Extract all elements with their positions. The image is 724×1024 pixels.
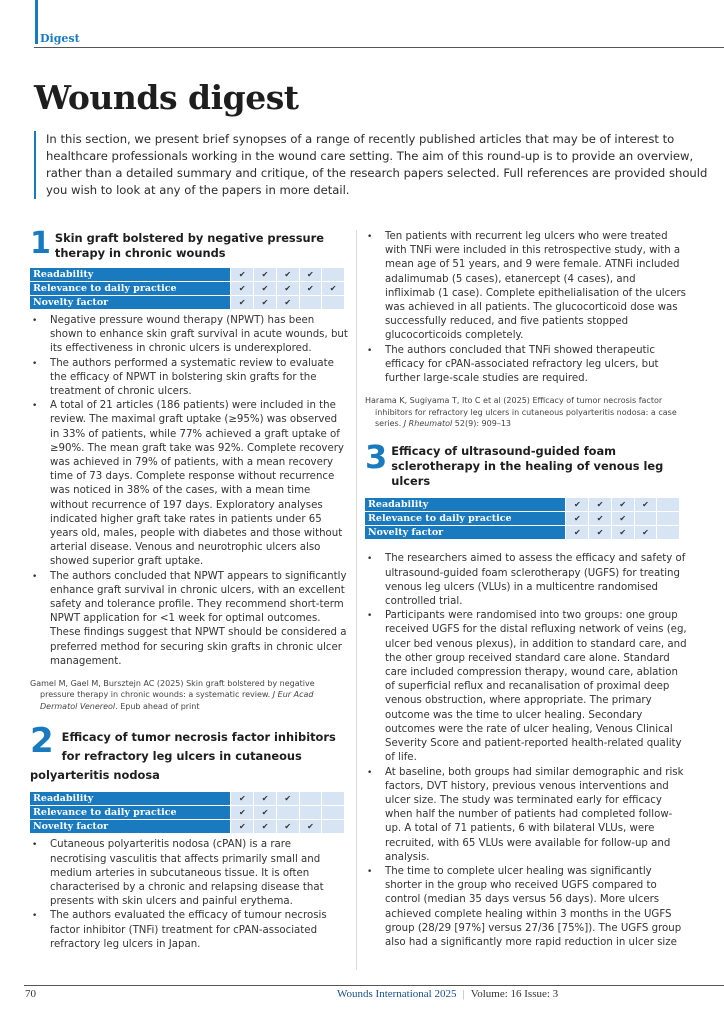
rating-label: Novelty factor xyxy=(365,526,565,539)
rating-label: Readability xyxy=(30,792,230,805)
check-icon: ✔ xyxy=(231,792,253,805)
reference-authors: Harama K, Sugiyama T, Ito C et al (2025) Efficacy of tumor necrosis factor inhibitors for refractory leg ulcers in cutaneous polyarteritis nodosa: a case series. xyxy=(365,396,677,429)
check-icon: ✔ xyxy=(300,282,322,295)
check-icon: ✔ xyxy=(566,526,588,539)
empty-rating-cell xyxy=(635,512,657,525)
check-icon: ✔ xyxy=(277,820,299,833)
rating-row-relevance xyxy=(30,282,344,295)
column-divider xyxy=(356,230,357,970)
reference-authors: Gamel M, Gael M, Bursztejn AC (2025) Skin graft bolstered by negative pressure therapy in chronic wounds: a systematic review. xyxy=(30,679,315,700)
article-title: Efficacy of tumor necrosis factor inhibitors for refractory leg ulcers in cutaneous polyarteritis nodosa xyxy=(30,730,336,783)
bullet-item: • The authors performed a systematic review to evaluate the efficacy of NPWT in bolstering skin grafts for the treatment of chronic ulcers. xyxy=(30,357,348,400)
check-icon: ✔ xyxy=(635,526,657,539)
bullet-item: • The time to complete ulcer healing was significantly shorter in the group who received UGFS compared to control (median 35 days versus 56 days). More ulcers achieved complete healing within 3 months in the UGFS group (28/29 [97%] versus 27/36 [75%]). The UGFS group also had a significantly more rapid reduction in ulcer size xyxy=(365,865,687,950)
check-icon: ✔ xyxy=(589,526,611,539)
section-accent-bar xyxy=(35,0,38,44)
check-icon: ✔ xyxy=(231,296,253,309)
check-icon: ✔ xyxy=(589,498,611,511)
bullet-item: • The researchers aimed to assess the efficacy and safety of ultrasound-guided foam sclerotherapy (UGFS) for treating venous leg ulcers (VLUs) in a multicentre randomised controlled trial. xyxy=(365,552,687,609)
check-icon: ✔ xyxy=(566,512,588,525)
footer-journal: Wounds International 2025 xyxy=(337,988,457,1000)
rating-row-readability xyxy=(30,792,344,805)
check-icon: ✔ xyxy=(231,282,253,295)
check-icon: ✔ xyxy=(231,820,253,833)
article-title: Skin graft bolstered by negative pressure therapy in chronic wounds xyxy=(54,231,324,260)
intro-paragraph: In this section, we present brief synopses of a range of recently published articles that may be of interest to healthcare professionals working in the wound care setting. The aim of this round-up is to provide an overview, rather than a detailed summary and critique, of the research papers selected. Full references are provided should you wish to look at any of the papers in more detail. xyxy=(34,131,716,199)
empty-rating-cell xyxy=(300,806,322,819)
check-icon: ✔ xyxy=(254,820,276,833)
article-header xyxy=(365,438,687,489)
bullet-item: • The authors concluded that TNFi showed therapeutic efficacy for cPAN-associated refractory leg ulcers, but further large-scale studies are required. xyxy=(365,344,687,387)
article-3 xyxy=(365,438,687,950)
bullet-item: • A total of 21 articles (186 patients) were included in the review. The maximal graft uptake (≥95%) was observed in 33% of patients, while 77% achieved a graft uptake of ≥90%. The mean graft take was 92%. Complete recovery was achieved in 79% of patients, with a mean recovery time of 73 days. Complete response without recurrence was noticed in 38% of the cases, with a mean time without recurrence of 197 days. Exploratory analyses indicated higher graft take rates in patients under 65 years old, males, people with diabetes and those without arterial disease. Venous and neurotrophic ulcers also showed superior graft uptake. xyxy=(30,399,348,569)
check-icon: ✔ xyxy=(612,498,634,511)
check-icon: ✔ xyxy=(612,512,634,525)
rating-row-readability xyxy=(365,498,679,511)
rating-row-novelty xyxy=(365,526,679,539)
empty-rating-cell xyxy=(300,792,322,805)
empty-rating-cell xyxy=(322,792,344,805)
check-icon: ✔ xyxy=(300,268,322,281)
footer-rule xyxy=(24,985,724,986)
check-icon: ✔ xyxy=(254,792,276,805)
rating-label: Relevance to daily practice xyxy=(30,282,230,295)
bullet-item: • Participants were randomised into two groups: one group received UGFS for the distal refluxing network of veins (eg, ulcer bed venous plexus), in addition to standard care, and the other group received standard care alone. Standard care included compression therapy, wound care, ablation of superficial reflux and recanalisation of proximal deep venous obstruction, where appropriate. The primary outcome was the time to ulcer healing. Secondary outcomes were the rate of ulcer healing, Venous Clinical Severity Score and patient-reported health-related quality of life. xyxy=(365,609,687,765)
rating-label: Readability xyxy=(30,268,230,281)
empty-rating-cell xyxy=(322,806,344,819)
empty-rating-cell xyxy=(322,820,344,833)
check-icon: ✔ xyxy=(254,268,276,281)
bullet-item: • The authors evaluated the efficacy of tumour necrosis factor inhibitor (TNFi) treatment for cPAN-associated refractory leg ulcers in Japan. xyxy=(30,909,348,952)
check-icon: ✔ xyxy=(300,820,322,833)
header-rule xyxy=(34,47,724,48)
bullet-item: • The authors concluded that NPWT appears to significantly enhance graft survival in chronic ulcers, with an excellent safety and tolerance profile. They recommend short-term NPWT application for <1 week for optimal outcomes. These findings suggest that NPWT should be considered a preferred method for securing skin grafts in chronic ulcer management. xyxy=(30,570,348,669)
rating-row-novelty xyxy=(30,296,344,309)
article-number: 1 xyxy=(30,226,51,261)
empty-rating-cell xyxy=(322,296,344,309)
empty-rating-cell xyxy=(657,498,679,511)
check-icon: ✔ xyxy=(277,282,299,295)
article-header xyxy=(30,721,348,783)
check-icon: ✔ xyxy=(589,512,611,525)
check-icon: ✔ xyxy=(254,806,276,819)
summary-bullets-continued xyxy=(365,230,687,386)
rating-label: Novelty factor xyxy=(30,820,230,833)
check-icon: ✔ xyxy=(612,526,634,539)
check-icon: ✔ xyxy=(231,806,253,819)
check-icon: ✔ xyxy=(322,282,344,295)
bullet-item: • At baseline, both groups had similar demographic and risk factors, DVT history, previous venous interventions and ulcer size. The study was terminated early for efficacy when half the number of patients had completed follow-up. A total of 71 patients, 6 with bilateral VLUs, were recruited, with 65 VLUs were available for follow-up and analysis. xyxy=(365,766,687,865)
reference-tail: . Epub ahead of print xyxy=(115,701,200,711)
empty-rating-cell xyxy=(322,268,344,281)
reference-journal: J Rheumatol xyxy=(403,419,453,429)
rating-label: Readability xyxy=(365,498,565,511)
section-label: Digest xyxy=(40,32,80,45)
check-icon: ✔ xyxy=(277,268,299,281)
empty-rating-cell xyxy=(657,512,679,525)
empty-rating-cell xyxy=(657,526,679,539)
empty-rating-cell xyxy=(277,806,299,819)
rating-row-novelty xyxy=(30,820,344,833)
rating-table xyxy=(29,791,345,834)
article-2 xyxy=(30,721,348,952)
rating-row-relevance xyxy=(365,512,679,525)
article-title: Efficacy of ultrasound-guided foam sclerotherapy in the healing of venous leg ulcers xyxy=(391,444,664,489)
page-title: Wounds digest xyxy=(34,78,299,117)
check-icon: ✔ xyxy=(231,268,253,281)
article-1 xyxy=(30,226,348,712)
rating-label: Novelty factor xyxy=(30,296,230,309)
reference-journal: J Eur Acad Dermatol Venereol xyxy=(40,690,314,711)
reference xyxy=(365,395,687,429)
right-column xyxy=(365,230,687,950)
footer-issue: Volume: 16 Issue: 3 xyxy=(470,988,559,1000)
rating-table xyxy=(29,267,345,310)
rating-table xyxy=(364,497,680,540)
article-number: 3 xyxy=(365,438,388,477)
footer-separator: | xyxy=(462,988,465,1000)
page-number: 70 xyxy=(25,988,36,1000)
footer-citation xyxy=(337,988,558,1000)
article-number: 2 xyxy=(30,721,54,762)
reference xyxy=(30,678,348,712)
reference-tail: 52(9): 909–13 xyxy=(452,419,512,429)
left-column xyxy=(30,226,348,952)
summary-bullets xyxy=(365,552,687,950)
check-icon: ✔ xyxy=(566,498,588,511)
summary-bullets xyxy=(30,314,348,669)
check-icon: ✔ xyxy=(254,296,276,309)
bullet-item: • Negative pressure wound therapy (NPWT) has been shown to enhance skin graft survival in acute wounds, but its effectiveness in chronic ulcers is underexplored. xyxy=(30,314,348,357)
rating-label: Relevance to daily practice xyxy=(30,806,230,819)
check-icon: ✔ xyxy=(254,282,276,295)
rating-row-readability xyxy=(30,268,344,281)
rating-row-relevance xyxy=(30,806,344,819)
check-icon: ✔ xyxy=(277,296,299,309)
empty-rating-cell xyxy=(300,296,322,309)
rating-label: Relevance to daily practice xyxy=(365,512,565,525)
bullet-item: • Cutaneous polyarteritis nodosa (cPAN) is a rare necrotising vasculitis that affects primarily small and medium arteries in subcutaneous tissue. It is often characterised by a chronic and relapsing disease that presents with skin ulcers and painful erythema. xyxy=(30,838,348,909)
check-icon: ✔ xyxy=(635,498,657,511)
summary-bullets xyxy=(30,838,348,952)
check-icon: ✔ xyxy=(277,792,299,805)
bullet-item: • Ten patients with recurrent leg ulcers who were treated with TNFi were included in this retrospective study, with a mean age of 51 years, and 9 were female. ATNFi included adalimumab (5 cases), etanercept (4 cases), and infliximab (1 case). Complete epithelialisation of the ulcers was achieved in all patients. The glucocorticoid dose was successfully reduced, and five patients stopped glucocorticoids completely. xyxy=(365,230,687,344)
article-header xyxy=(30,226,348,261)
